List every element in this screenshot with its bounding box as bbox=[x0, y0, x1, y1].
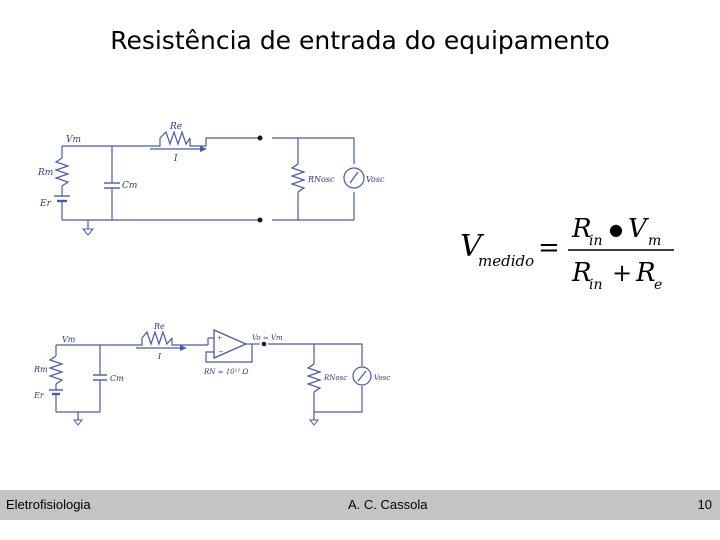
label-rn: RN ≈ 10¹² Ω bbox=[204, 368, 249, 376]
svg-text:−: − bbox=[218, 348, 224, 356]
label-vm: Vm bbox=[62, 335, 76, 344]
label-rnosc: RNosc bbox=[308, 175, 335, 184]
footer-page-number: 10 bbox=[697, 497, 712, 512]
ground-icon bbox=[310, 420, 318, 425]
resistor-re-bottom bbox=[142, 332, 172, 344]
formula-num-a: R bbox=[572, 214, 592, 244]
formula-equals: = bbox=[538, 233, 560, 263]
terminal-dot bbox=[258, 136, 263, 141]
label-er: Er bbox=[40, 199, 51, 209]
bottom-circuit bbox=[33, 322, 390, 425]
formula-den-b: R bbox=[636, 258, 656, 288]
ground-icon bbox=[74, 420, 82, 425]
label-re: Re bbox=[154, 322, 165, 331]
resistor-rnosc-top bbox=[292, 164, 304, 192]
terminal-dot bbox=[258, 218, 263, 223]
formula-vmedido bbox=[458, 210, 688, 300]
resistor-rnosc-bottom bbox=[308, 364, 320, 392]
formula-lhs-sub: medido bbox=[478, 252, 535, 270]
resistor-rm-bottom bbox=[50, 356, 62, 384]
label-re: Re bbox=[170, 122, 183, 132]
label-vosc: Vosc bbox=[366, 175, 385, 184]
terminal-dot bbox=[262, 342, 267, 347]
resistor-rm-top bbox=[56, 158, 68, 186]
label-i: I bbox=[174, 154, 178, 164]
slide-footer bbox=[0, 490, 720, 520]
label-er: Er bbox=[34, 391, 44, 400]
label-rm: Rm bbox=[34, 365, 48, 374]
label-rnosc: RNosc bbox=[324, 374, 348, 382]
label-rm: Rm bbox=[38, 168, 54, 178]
label-cm: Cm bbox=[122, 181, 138, 191]
current-arrow-icon bbox=[200, 146, 207, 152]
formula-plus: + bbox=[612, 259, 633, 287]
resistor-re-top bbox=[160, 132, 190, 144]
slide-title: Resistência de entrada do equipamento bbox=[110, 26, 610, 55]
label-i: I bbox=[158, 352, 162, 361]
label-vosc: Vosc bbox=[374, 374, 391, 382]
svg-text:+: + bbox=[217, 335, 223, 342]
formula-dot: ● bbox=[609, 220, 623, 239]
label-cm: Cm bbox=[110, 374, 124, 383]
formula-den-b-sub: e bbox=[654, 277, 663, 293]
formula-num-a-sub: in bbox=[589, 233, 603, 249]
label-vo: Vo ≈ Vm bbox=[252, 334, 283, 342]
footer-course: Eletrofisiologia bbox=[6, 497, 91, 512]
formula-num-b-sub: m bbox=[648, 233, 662, 249]
footer-author: A. C. Cassola bbox=[348, 497, 428, 512]
ground-icon bbox=[83, 229, 93, 235]
formula-num-b: V bbox=[628, 214, 647, 244]
current-arrow-icon bbox=[180, 345, 187, 351]
label-vm: Vm bbox=[66, 135, 82, 145]
formula-den-a: R bbox=[572, 258, 592, 288]
formula-lhs: V bbox=[460, 229, 482, 264]
formula-den-a-sub: in bbox=[589, 277, 603, 293]
top-circuit bbox=[37, 122, 385, 235]
